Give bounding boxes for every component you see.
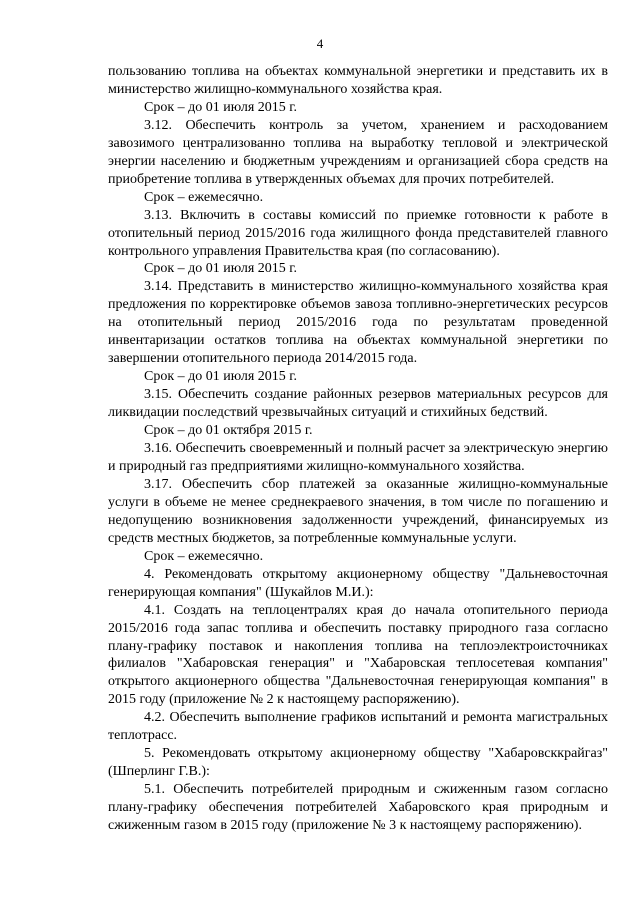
deadline-line: Срок – ежемесячно. bbox=[144, 548, 264, 564]
paragraph: 4.1. Создать на теплоцентралях края до начала отопительного периода 2015/2016 года запас топлива и обеспечить поставку природного газа согласно плану-графику поставок и накопления топлива на теплоэлектроисточниках филиалов "Хабаровская генерация" и "Хабаровская теплосетевая компания" открытого акционерного общества "Дальневосточная генерирующая компания" в 2015 году (приложение № 2 к настоящему распоряжению). bbox=[108, 602, 608, 708]
paragraph: 3.14. Представить в министерство жилищно-коммунального хозяйства края предложения по корректировке объемов завоза топливно-энергетических ресурсов на отопительный период 2015/2016 года по результатам проведенной инвентаризации остатков топлива на объектах коммунальной энергетики по завершении отопительного периода 2014/2015 года. bbox=[108, 279, 608, 367]
paragraph: 5. Рекомендовать открытому акционерному обществу "Хабаровсккрайгаз" (Шперлинг Г.В.): bbox=[108, 746, 608, 780]
paragraph: 4. Рекомендовать открытому акционерному обществу "Дальневосточная генерирующая компания" (Шукайлов М.И.): bbox=[108, 566, 608, 600]
paragraph: 3.13. Включить в составы комиссий по приемке готовности к работе в отопительный период 2015/2016 года жилищного фонда представителей главного контрольного управления Правительства края (по согласованию). bbox=[108, 207, 608, 259]
document-body bbox=[108, 63, 608, 835]
deadline-line: Срок – ежемесячно. bbox=[144, 189, 264, 205]
deadline-line: Срок – до 01 июля 2015 г. bbox=[144, 369, 297, 385]
deadline-line: Срок – до 01 июля 2015 г. bbox=[144, 261, 297, 277]
paragraph: 3.17. Обеспечить сбор платежей за оказанные жилищно-коммунальные услуги в объеме не менее среднекраевого значения, в том числе по погашению и недопущению возникновения задолженности учреждений, финансируемых из средств местных бюджетов, за потребленные коммунальные услуги. bbox=[108, 476, 608, 546]
paragraph: 5.1. Обеспечить потребителей природным и сжиженным газом согласно плану-графику обеспечения потребителей Хабаровского края природным и сжиженным газом в 2015 году (приложение № 3 к настоящему распоряжению). bbox=[108, 782, 608, 834]
paragraph: пользованию топлива на объектах коммунальной энергетики и представить их в министерство жилищно-коммунального хозяйства края. bbox=[108, 64, 608, 97]
paragraph: 3.16. Обеспечить своевременный и полный расчет за электрическую энергию и природный газ предприятиями жилищно-коммунального хозяйства. bbox=[108, 441, 608, 474]
page-number: 4 bbox=[316, 36, 324, 51]
deadline-line: Срок – до 01 июля 2015 г. bbox=[144, 99, 297, 115]
paragraph: 3.15. Обеспечить создание районных резервов материальных ресурсов для ликвидации последствий чрезвычайных ситуаций и стихийных бедствий. bbox=[108, 387, 608, 421]
paragraph: 4.2. Обеспечить выполнение графиков испытаний и ремонта магистральных теплотрасс. bbox=[108, 710, 608, 744]
deadline-line: Срок – до 01 октября 2015 г. bbox=[144, 423, 313, 439]
paragraph: 3.12. Обеспечить контроль за учетом, хранением и расходованием завозимого централизованно топлива на выработку тепловой и электрической энергии населению и бюджетным учреждениям и организацией сбора средств на приобретение топлива в утвержденных объемах для прочих потребителей. bbox=[108, 117, 608, 187]
